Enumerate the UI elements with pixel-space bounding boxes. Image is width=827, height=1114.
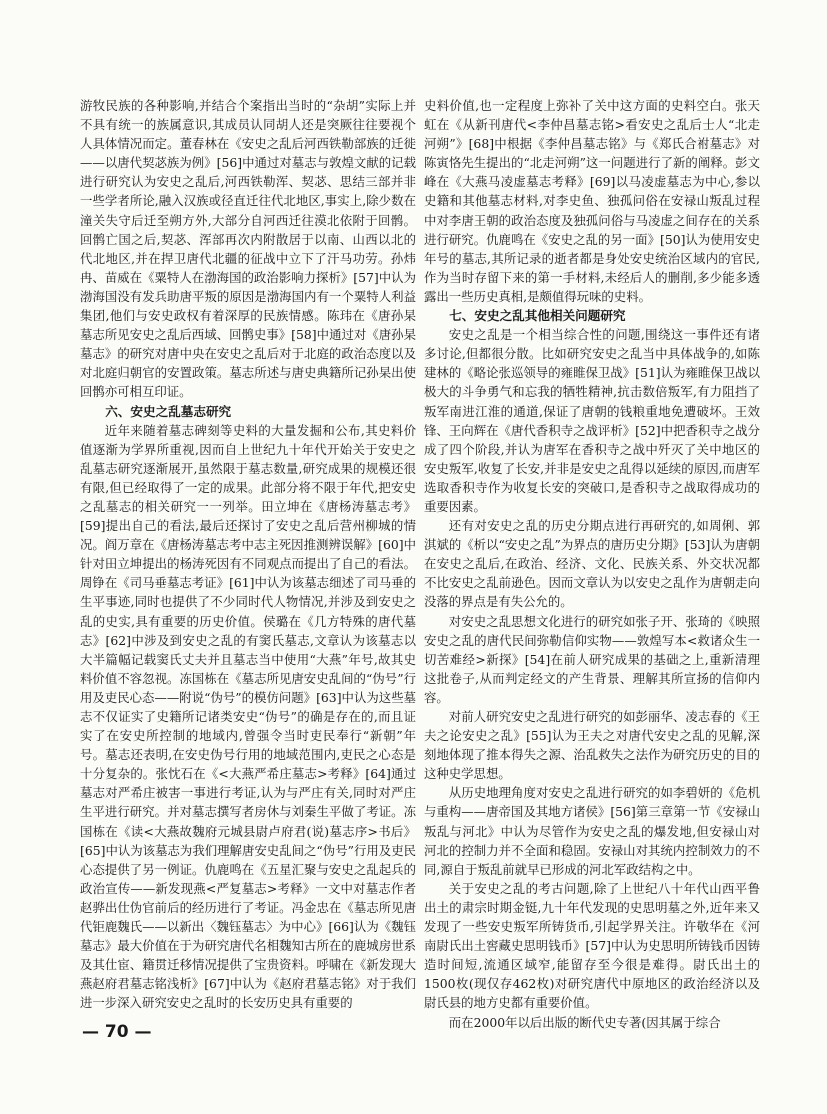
right-column bbox=[424, 96, 760, 1032]
paragraph: 对前人研究安史之乱进行研究的如彭丽华、凌志春的《王夫之论安史之乱》[55]认为王夫之对唐代安史之乱的见解,深刻地体现了推本得失之源、治乱救失之法作为研究历史的目的这种史学思想。 bbox=[424, 709, 760, 782]
paragraph: 而在2000年以后出版的断代史专著(因其属于综合 bbox=[448, 1014, 721, 1030]
paragraph: 游牧民族的各种影响,并结合个案指出当时的“杂胡”实际上并不具有统一的族属意识,其成员认同胡人还是突厥往往要视个人具体情况而定。董春林在《安史之乱后河西铁勒部族的迁徙——以唐代契苾族为例》[56]中通过对墓志与敦煌文献的记载进行研究认为安史之乱后,河西铁勒浑、契苾、思结三部并非一些学者所论,融入汉族或径直迁往代北地区,事实上,除少数在潼关失守后迁至朔方外,大部分自河西迁往漠北依附于回鹘。回鹘亡国之后,契苾、浑部再次内附散居于以南、山西以北的代北地区,并在捍卫唐代北疆的征战中立下了汗马功劳。孙炜冉、苗威在《粟特人在渤海国的政治影响力探析》[57]中认为渤海国没有发兵助唐平叛的原因是渤海国内有一个粟特人利益集团,他们与安史政权有着深厚的民族情感。陈玮在《唐孙杲墓志所见安史之乱后西域、回鹘史事》[58]中通过对《唐孙杲墓志》的研究对唐中央在安史之乱后对于北庭的政治态度以及对北庭归朝官的安置政策。墓志所述与唐史典籍所记孙杲出使回鹘亦可相互印证。 bbox=[80, 98, 416, 400]
paragraph: 对安史之乱思想文化进行的研究如张子开、张琦的《映照安史之乱的唐代民间弥勒信仰实物——敦煌写本<救诸众生一切苦难经>新探》[54]在前人研究成果的基础之上,重新清理这批卷子,从而判定经文的产生背景、理解其所宣扬的信仰内容。 bbox=[424, 613, 760, 705]
paragraph: 还有对安史之乱的历史分期点进行再研究的,如周俐、郭淇斌的《析以“安史之乱”为界点的唐历史分期》[53]认为唐朝在安史之乱后,在政治、经济、文化、民族关系、外交状况都不比安史之乱前逊色。因而文章认为以安史之乱作为唐朝走向没落的界点是有失公允的。 bbox=[424, 518, 760, 610]
paragraph: 关于安史之乱的考古问题,除了上世纪八十年代山西平鲁出土的肃宗时期金铤,九十年代发现的史思明墓之外,近年来又发现了一些安史叛军所铸货币,引起学界关注。许敬华在《河南尉氏出土窖藏史思明钱币》[57]中认为史思明所铸钱币因铸造时间短,流通区域窄,能留存至今很是难得。尉氏出土的1500枚(现仅存462枚)对研究唐代中原地区的政治经济以及尉氏县的地方史都有重要价值。 bbox=[424, 880, 760, 1011]
paragraph: 史料价值,也一定程度上弥补了关中这方面的史料空白。张天虹在《从新刊唐代<李仲昌墓志铭>看安史之乱后士人“北走河朔”》[68]中根据《李仲昌墓志铭》与《郑氏合祔墓志》对陈寅恪先生提出的“北走河朔”这一问题进行了新的阐释。彭文峰在《大燕马凌虚墓志考释》[69]以马凌虚墓志为中心,参以史籍和其他墓志材料,对李史鱼、独孤问俗在安禄山叛乱过程中对李唐王朝的政治态度及独孤问俗与马凌虚之间存在的关系进行研究。仇鹿鸣在《安史之乱的另一面》[50]认为使用安史年号的墓志,其所记录的逝者都是身处安史统治区域内的官民,作为当时存留下来的第一手材料,未经后人的删削,多少能多透露出一些历史真相,是颇值得玩味的史料。 bbox=[424, 98, 760, 304]
paragraph: 从历史地理角度对安史之乱进行研究的如李碧妍的《危机与重构——唐帝国及其地方诸侯》[56]第三章第一节《安禄山叛乱与河北》中认为尽管作为安史之乱的爆发地,但安禄山对河北的控制力并不全面和稳固。安禄山对其统内控制效力的不同,源自于叛乱前就早已形成的河北军政结构之中。 bbox=[424, 785, 760, 877]
paragraph: 安史之乱是一个相当综合性的问题,围绕这一事件还有诸多讨论,但都很分散。比如研究安史之乱当中具体战争的,如陈建林的《略论张巡领导的雍睢保卫战》[51]认为雍睢保卫战以极大的斗争勇气和忘我的牺牲精神,抗击数倍叛军,有力阻挡了叛军南进江淮的通道,保证了唐朝的钱粮重地免遭破坏。王效锋、王向辉在《唐代香积寺之战评析》[52]中把香积寺之战分成了四个阶段,并认为唐军在香积寺之战中歼灭了关中地区的安史叛军,收复了长安,并非是安史之乱得以延续的原因,而唐军选取香积寺作为收复长安的突破口,是香积寺之战取得成功的重要因素。 bbox=[424, 327, 760, 514]
left-column bbox=[80, 96, 416, 1013]
section-heading-7: 七、安史之乱其他相关问题研究 bbox=[449, 308, 626, 324]
section-heading-6: 六、安史之乱墓志研究 bbox=[105, 403, 232, 419]
page-number: — 70 — bbox=[82, 1022, 152, 1042]
paragraph: 近年来随着墓志碑刻等史料的大量发掘和公布,其史料价值逐渐为学界所重视,因而自上世纪九十年代开始关于安史之乱墓志研究逐渐展开,虽然限于墓志数量,研究成果的规模还很有限,但已经取得了一定的成果。此部分将不限于年代,把安史之乱墓志的相关研究一一列举。田立坤在《唐杨涛墓志考》[59]提出自己的看法,最后还探讨了安史之乱后营州柳城的情况。阎万章在《唐杨涛墓志考中志主死因推测辨误解》[60]中针对田立坤提出的杨涛死因有不同观点而提出了自己的看法。周铮在《司马垂墓志考证》[61]中认为该墓志细述了司马垂的生平事迹,同时也提供了不少同时代人物情况,并涉及到安史之乱的史实,具有重要的历史价值。侯璐在《几方特殊的唐代墓志》[62]中涉及到安史之乱的有窦氏墓志,文章认为该墓志以大半篇幅记载窦氏丈夫并且墓志当中使用“大燕”年号,故其史料价值不容忽视。冻国栋在《墓志所见唐安史乱间的“伪号”行用及吏民心态——附说“伪号”的模仿问题》[63]中认为这些墓志不仅证实了史籍所记诸类安史“伪号”的确是存在的,而且证实了在安史所控制的地域内,曾强令当时吏民奉行“新朝”年号。墓志还表明,在安史伪号行用的地域范围内,吏民之心态是十分复杂的。张忱石在《<大燕严希庄墓志>考释》[64]通过墓志对严希庄被害一事进行考证,认为与严庄有关,同时对严庄生平进行研究。并对墓志撰写者房休与刘秦生平做了考证。冻国栋在《读<大燕故魏府元城县尉卢府君(说)墓志序>书后》[65]中认为该墓志为我们理解唐安史乱间之“伪号”行用及吏民心态提供了另一例证。仇鹿鸣在《五星汇聚与安史之乱起兵的政治宣传——新发现燕<严复墓志>考释》一文中对墓志作者赵骅出仕伪官前后的经历进行了考证。冯金忠在《墓志所见唐代钜鹿魏氏——以新出〈魏钰墓志〉为中心》[66]认为《魏钰墓志》最大价值在于为研究唐代名相魏知古所在的鹿城房世系及其仕宦、籍贯迁移情况提供了宝贵资料。呼啸在《新发现大燕赵府君墓志铭浅析》[67]中认为《赵府君墓志铭》对于我们进一步深入研究安史之乱时的长安历史具有重要的 bbox=[80, 422, 416, 1011]
